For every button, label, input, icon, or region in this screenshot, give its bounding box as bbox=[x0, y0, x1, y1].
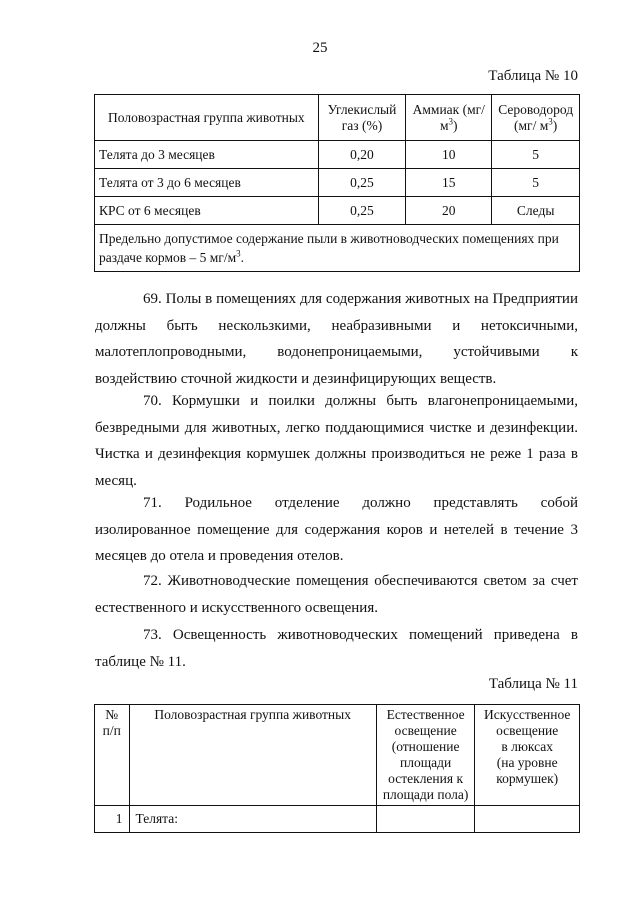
header-co2: Углекислый газ (%) bbox=[318, 95, 406, 141]
table-10-caption: Таблица № 10 bbox=[488, 68, 578, 84]
table-header-row bbox=[95, 705, 580, 806]
row-co2: 0,25 bbox=[318, 169, 406, 197]
paragraph-69: 69. Полы в помещениях для содержания животных на Предприятии должны быть нескользкими, неабразивными и нетоксичными, малотеплопроводными, водонепроницаемыми, устойчивыми к воздействию сточной жидкости и дезинфицирующих веществ. bbox=[95, 291, 578, 387]
row-ammonia: 15 bbox=[406, 169, 492, 197]
paragraph-70: 70. Кормушки и поилки должны быть влагонепроницаемыми, безвредными для животных, легко поддающимися чистке и дезинфекции. Чистка и дезинфекция кормушек должны производиться не реже 1 раза в месяц. bbox=[95, 393, 578, 489]
paragraph-71: 71. Родильное отделение должно представлять собой изолированное помещение для содержания коров и нетелей в течение 3 месяцев до отела и проведения отелов. bbox=[95, 495, 578, 564]
row-group: Телята: bbox=[129, 806, 376, 833]
table-row bbox=[95, 806, 580, 833]
table-11-caption: Таблица № 11 bbox=[488, 676, 578, 692]
row-h2s: 5 bbox=[492, 141, 580, 169]
table-row bbox=[95, 141, 580, 169]
row-h2s: 5 bbox=[492, 169, 580, 197]
row-artificial-light bbox=[475, 806, 580, 833]
row-h2s: Следы bbox=[492, 197, 580, 225]
header-ammonia: Аммиак (мг/ $м^3$) bbox=[406, 95, 492, 141]
row-group: Телята от 3 до 6 месяцев bbox=[95, 169, 319, 197]
header-group: Половозрастная группа животных bbox=[129, 705, 376, 806]
paragraph-72: 72. Животноводческие помещения обеспечиваются светом за счет естественного и искусственного освещения. bbox=[95, 573, 578, 616]
row-natural-light bbox=[376, 806, 475, 833]
table-header-row bbox=[95, 95, 580, 141]
header-h2s: Сероводород (мг/ $м^3$) bbox=[492, 95, 580, 141]
paragraph-73: 73. Освещенность животноводческих помещений приведена в таблице № 11. bbox=[95, 627, 578, 670]
row-co2: 0,20 bbox=[318, 141, 406, 169]
table-11 bbox=[94, 704, 580, 833]
header-natural-light: Естественное освещение (отношение площади остекления к площади пола) bbox=[376, 705, 475, 806]
header-artificial-light: Искусственное освещение в люксах (на уровне кормушек) bbox=[475, 705, 580, 806]
row-ammonia: 10 bbox=[406, 141, 492, 169]
row-co2: 0,25 bbox=[318, 197, 406, 225]
table-row bbox=[95, 169, 580, 197]
row-ammonia: 20 bbox=[406, 197, 492, 225]
dust-limit-note: Предельно допустимое содержание пыли в животноводческих помещениях при раздаче кормов – 5 $мг/м^3$. bbox=[95, 225, 580, 272]
header-number: № п/п bbox=[95, 705, 130, 806]
page-number: 25 bbox=[312, 40, 328, 56]
table-note-row bbox=[95, 225, 580, 272]
table-row bbox=[95, 197, 580, 225]
row-number: 1 bbox=[95, 806, 130, 833]
row-group: Телята до 3 месяцев bbox=[95, 141, 319, 169]
header-group: Половозрастная группа животных bbox=[95, 95, 319, 141]
row-group: КРС от 6 месяцев bbox=[95, 197, 319, 225]
table-10 bbox=[94, 94, 580, 272]
